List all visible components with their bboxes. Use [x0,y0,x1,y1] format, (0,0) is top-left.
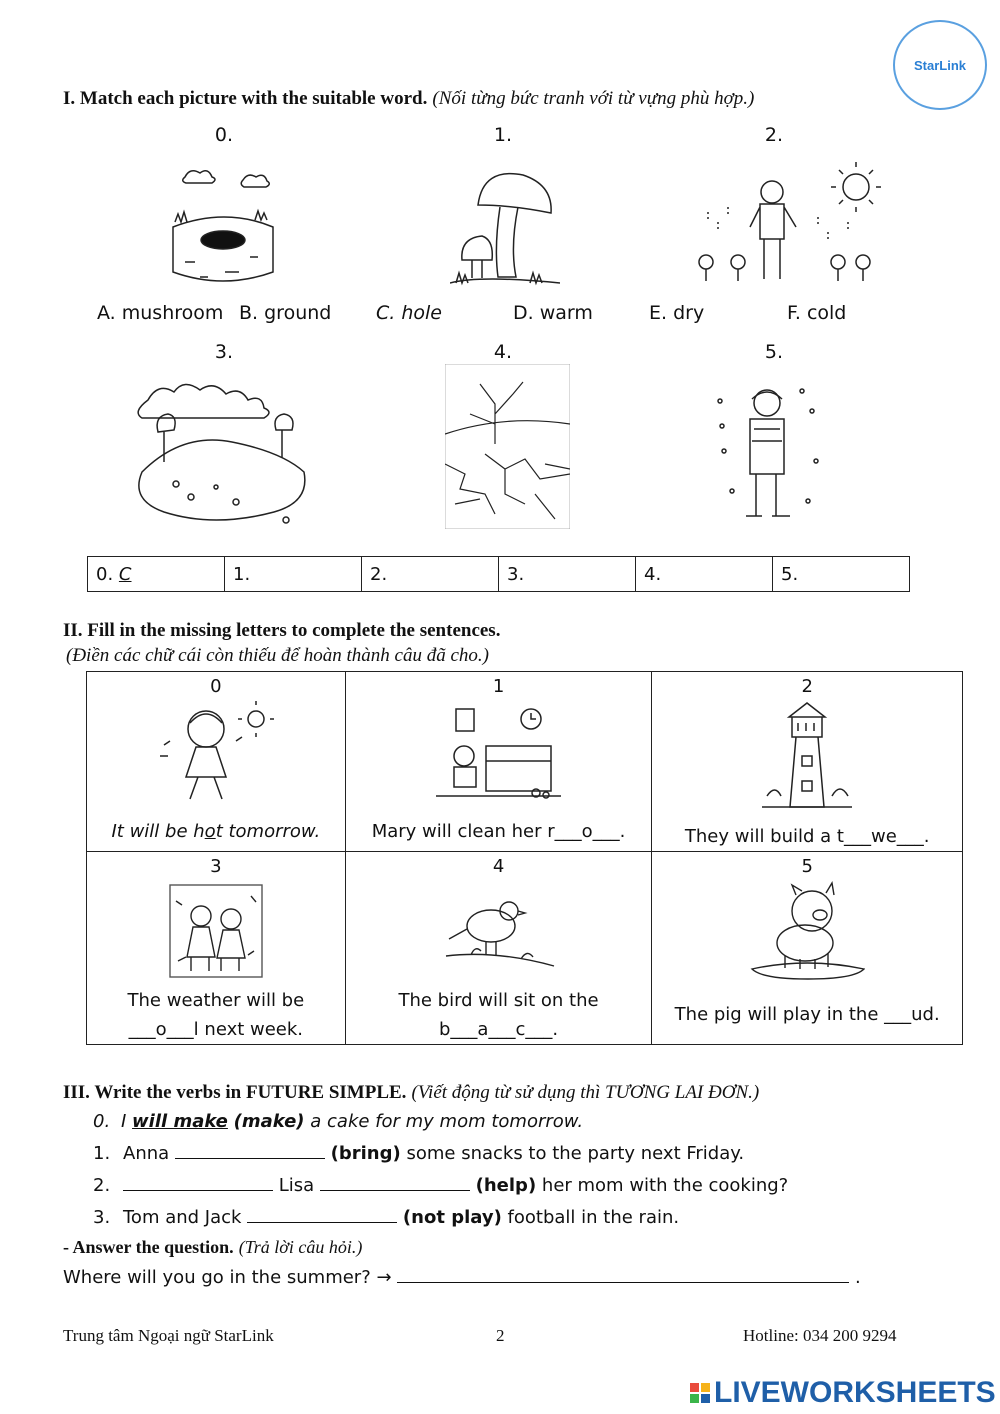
verb-item-1-pre: Anna [123,1143,170,1164]
fill-sentence-0-answer: o [204,821,216,842]
verb-item-2-mid: Lisa [278,1175,315,1196]
option-e: E. dry [649,302,705,324]
fill-sentence-1: Mary will clean her r___o___. [371,821,626,842]
answer-question-heading [63,1237,362,1258]
verb-item-3 [93,1202,679,1234]
option-f: F. cold [787,302,847,324]
fill-cell-2-number: 2 [801,676,813,697]
verb-example [93,1106,583,1138]
verb-item-1-verb: (bring) [330,1143,401,1164]
fill-cell-1 [345,672,652,852]
liveworksheets-text: LIVEWORKSHEETS [714,1376,996,1409]
answer-cell-5[interactable]: 5. [773,557,910,592]
hot-girl-picture [87,701,345,811]
fill-sentence-3-line2: ___o___l next week. [128,1019,304,1040]
fill-sentence-0-pre: It will be h [111,821,205,842]
picture-number-1: 1. [493,124,513,146]
mushroom-picture [450,165,560,290]
section3-title: III. Write the verbs in FUTURE SIMPLE. [63,1082,407,1103]
bird-branch-picture [346,881,652,986]
fill-sentence-4-line2: b___a___c___. [439,1019,559,1040]
picture-number-3: 3. [214,341,234,363]
fill-cell-0-number: 0 [210,676,222,697]
cold-kids-picture [87,881,345,986]
fill-sentence-5: The pig will play in the ___ud. [674,1004,940,1025]
example-answer: C [118,563,132,585]
fill-sentence-0 [87,817,345,846]
fill-cell-1-number: 1 [492,676,505,697]
liveworksheets-logo [690,1376,996,1410]
footer-hotline: Hotline: 034 200 9294 [743,1326,897,1345]
section1-title: I. Match each picture with the suitable word. [63,88,428,109]
verb-item-3-post: football in the rain. [507,1207,680,1228]
picture-number-2: 2. [764,124,784,146]
section3-heading [63,1082,759,1104]
verb-item-1 [93,1138,744,1170]
answer-cell-3[interactable]: 3. [499,557,636,592]
verb-item-1-post: some snacks to the party next Friday. [406,1143,745,1164]
warm-picture [688,162,888,287]
fill-cell-0 [87,672,346,852]
tower-picture [652,701,962,816]
verb-item-2-verb: (help) [475,1175,537,1196]
section2-subtitle: (Điền các chữ cái còn thiếu để hoàn thành câu đã cho.) [66,645,489,666]
picture-number-5: 5. [764,341,784,363]
picture-number-4: 4. [493,341,513,363]
answer-question-title: - Answer the question. [63,1237,234,1257]
verb-example-number: 0. [93,1111,111,1132]
fill-cell-2 [652,672,963,852]
fill-cell-4-number: 4 [492,856,505,877]
fill-cell-5-number: 5 [801,856,813,877]
fill-sentence-4-line1: The bird will sit on the [398,990,599,1011]
section1-heading [63,88,754,110]
logo-text: StarLink [913,57,966,73]
option-c: C. hole [376,302,442,324]
answer-cell-0-label: 0. [96,563,114,585]
summer-question [63,1262,861,1294]
fill-sentence-3-line1: The weather will be [127,990,305,1011]
dry-picture [445,364,570,529]
verb-item-3-number: 3. [93,1207,111,1228]
pig-mud-picture [652,881,962,986]
fill-sentence-2: They will build a t___we___. [684,826,930,847]
answer-cell-1[interactable]: 1. [225,557,362,592]
verb-item-3-verb: (not play) [402,1207,502,1228]
hole-picture [165,152,280,292]
option-a: A. mushroom [97,302,224,324]
option-b: B. ground [239,302,332,324]
fill-cell-4 [345,852,652,1045]
verb-item-3-blank[interactable] [247,1204,397,1223]
verb-item-3-pre: Tom and Jack [123,1207,242,1228]
answer-question-subtitle: (Trả lời câu hỏi.) [238,1237,363,1257]
room-picture [346,701,652,811]
summer-answer-blank[interactable] [397,1264,849,1283]
verb-item-2-number: 2. [93,1175,111,1196]
option-d: D. warm [513,302,593,324]
ground-picture [136,372,311,532]
fill-sentence-0-post: t tomorrow. [215,821,321,842]
verb-example-pre: I [121,1111,127,1132]
footer-center-name: Trung tâm Ngoại ngữ StarLink [63,1326,274,1345]
answer-cell-4[interactable]: 4. [636,557,773,592]
verb-item-2-blank-b[interactable] [320,1172,470,1191]
verb-item-2 [93,1170,788,1202]
verb-example-verb: (make) [233,1111,305,1132]
fill-cell-3-number: 3 [210,856,222,877]
verb-item-1-blank[interactable] [175,1140,325,1159]
section3-subtitle: (Viết động từ sử dụng thì TƯƠNG LAI ĐƠN.) [411,1082,760,1103]
verb-example-answer: will make [132,1111,228,1132]
section2-title: II. Fill in the missing letters to complete the sentences. [63,620,501,641]
fill-cell-3 [87,852,346,1045]
cold-picture [712,381,827,531]
summer-question-end: . [855,1267,861,1288]
liveworksheets-icon [690,1383,710,1403]
section1-answer-table [87,556,910,592]
section1-subtitle: (Nối từng bức tranh với từ vựng phù hợp.) [432,88,755,109]
starlink-logo [893,20,987,110]
fill-cell-5 [652,852,963,1045]
verb-item-2-post: her mom with the cooking? [541,1175,789,1196]
verb-item-2-blank-a[interactable] [123,1172,273,1191]
verb-item-1-number: 1. [93,1143,111,1164]
verb-example-post: a cake for my mom tomorrow. [310,1111,584,1132]
answer-cell-2[interactable]: 2. [362,557,499,592]
page-number: 2 [496,1326,505,1345]
section2-grid [86,671,963,1045]
summer-question-text: Where will you go in the summer? → [63,1267,392,1288]
answer-cell-0[interactable] [88,557,225,592]
picture-number-0: 0. [214,124,234,146]
